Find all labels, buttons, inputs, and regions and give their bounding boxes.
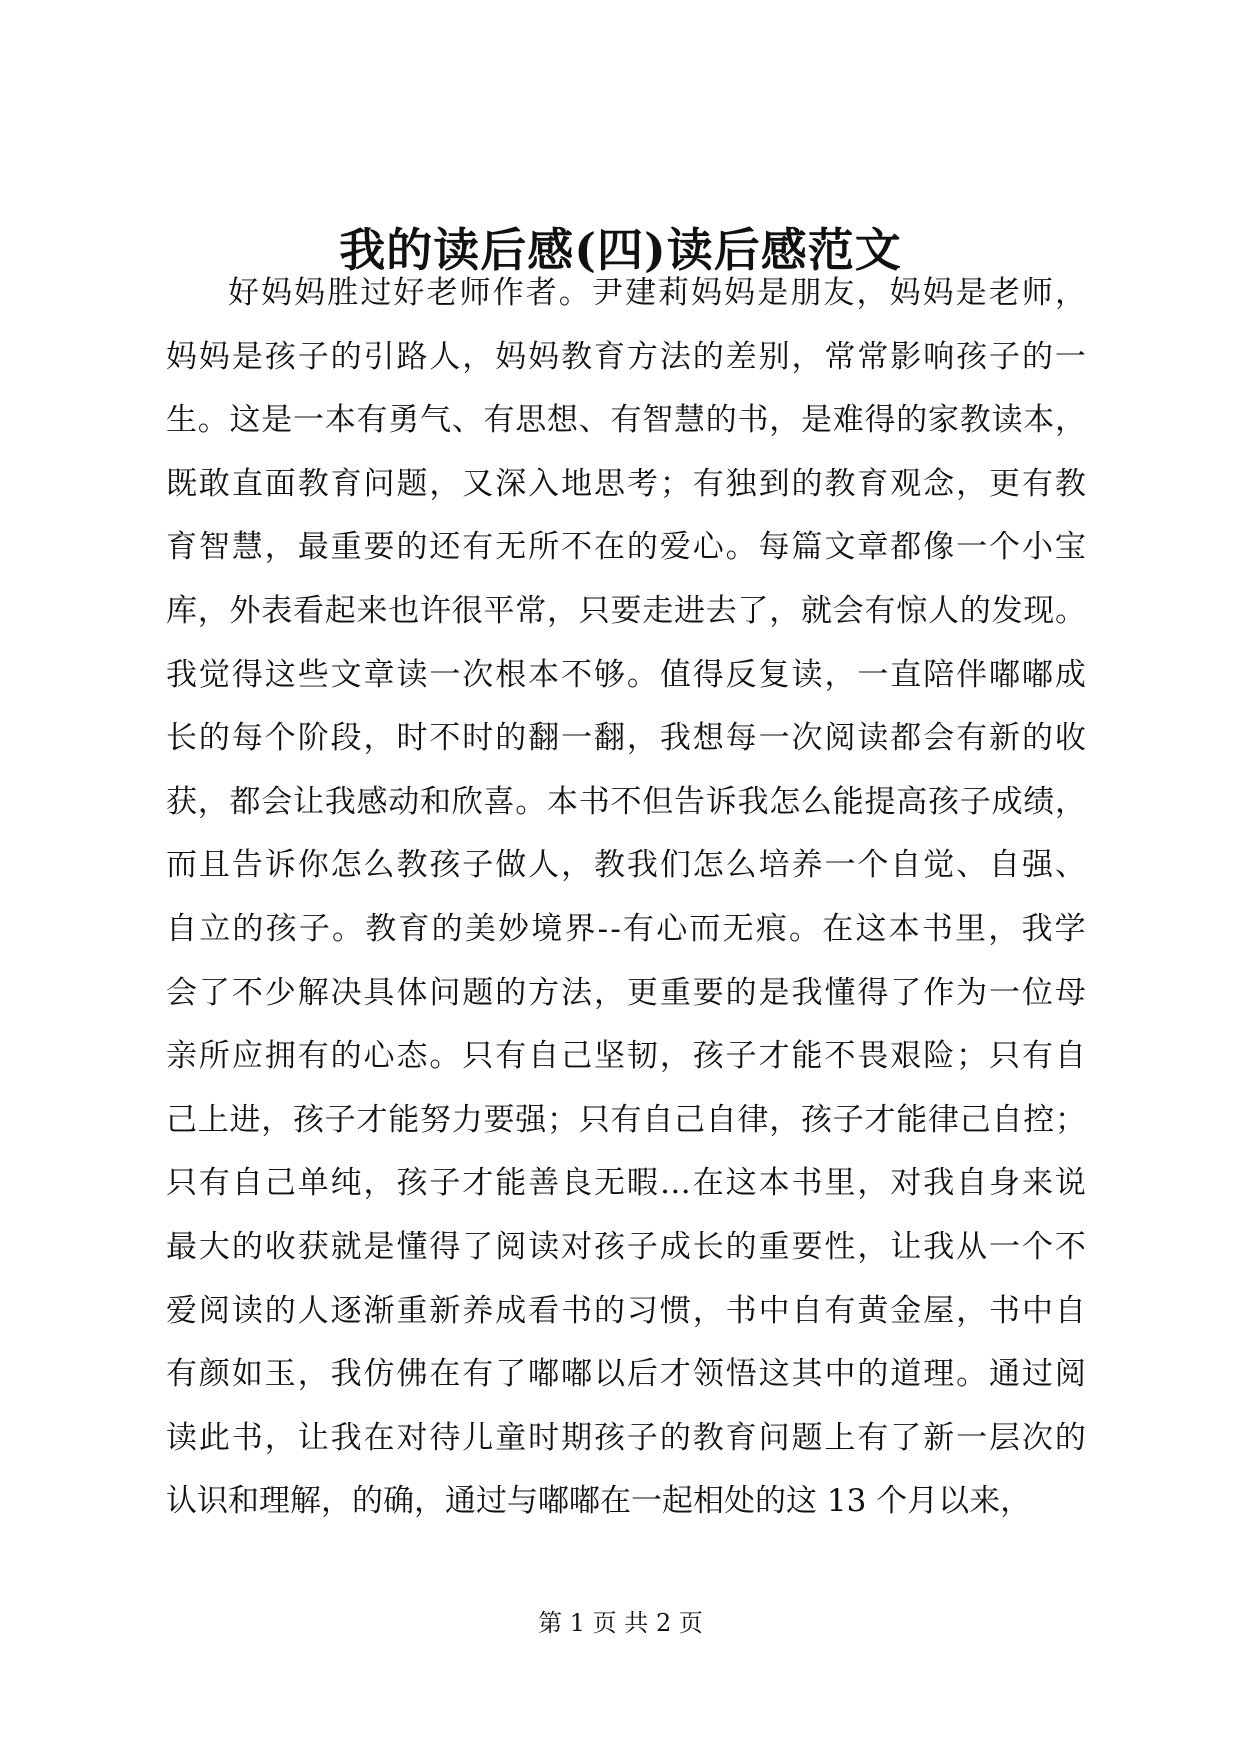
body-text-line: 好 妈 妈 胜 过 好 老 师 作 者 。 尹 建 莉 妈 妈 是 朋 友 ， 妈 妈 是 老 师 ， [228,275,1086,311]
body-text-line: 我 觉 得 这 些 文 章 读 一 次 根 本 不 够 。 值 得 反 复 读 ， 一 直 陪 伴 嘟 嘟 成 [166,656,1086,693]
body-text-line: 获 ， 都 会 让 我 感 动 和 欣 喜 。 本 书 不 但 告 诉 我 怎 么 能 提 高 孩 子 成 绩 ， [166,783,1086,820]
body-text-line: 自 立 的 孩 子 。 教 育 的 美 妙 境 界 - - 有 心 而 无 痕 。 在 这 本 书 里 ， 我 学 [166,910,1086,947]
body-text-line: 既 敢 直 面 教 育 问 题 ， 又 深 入 地 思 考 ； 有 独 到 的 教 育 观 念 ， 更 有 教 [166,465,1086,502]
document-title: 我的读后感(四)读后感范文 [339,223,902,277]
body-text-line: 会 了 不 少 解 决 具 体 问 题 的 方 法 ， 更 重 要 的 是 我 懂 得 了 作 为 一 位 母 [166,974,1086,1011]
page-footer: 第 1 页 共 2 页 [538,1609,703,1637]
body-text-line: 生 。 这 是 一 本 有 勇 气 、 有 思 想 、 有 智 慧 的 书 ， 是 难 得 的 家 教 读 本 ， [166,402,1086,439]
body-text-line: 有 颜 如 玉 ， 我 仿 佛 在 有 了 嘟 嘟 以 后 才 领 悟 这 其 中 的 道 理 。 通 过 阅 [166,1356,1086,1393]
body-text-line: 己 上 进 ， 孩 子 才 能 努 力 要 强 ； 只 有 自 己 自 律 ， 孩 子 才 能 律 己 自 控 ； [166,1101,1086,1138]
body-text-line: 库 ， 外 表 看 起 来 也 许 很 平 常 ， 只 要 走 进 去 了 ， 就 会 有 惊 人 的 发 现 。 [166,592,1086,629]
body-text-line: 只 有 自 己 单 纯 ， 孩 子 才 能 善 良 无 暇 … 在 这 本 书 里 ， 对 我 自 身 来 说 [166,1165,1086,1202]
body-text-line: 育 智 慧 ， 最 重 要 的 还 有 无 所 不 在 的 爱 心 。 每 篇 文 章 都 像 一 个 小 宝 [166,529,1086,566]
body-text-line: 亲 所 应 拥 有 的 心 态 。 只 有 自 己 坚 韧 ， 孩 子 才 能 不 畏 艰 险 ； 只 有 自 [166,1038,1086,1075]
body-text-line: 爱 阅 读 的 人 逐 渐 重 新 养 成 看 书 的 习 惯 ， 书 中 自 有 黄 金 屋 ， 书 中 自 [166,1292,1086,1329]
body-text-line: 读 此 书 ， 让 我 在 对 待 儿 童 时 期 孩 子 的 教 育 问 题 上 有 了 新 一 层 次 的 [166,1419,1086,1456]
body-text-line: 而 且 告 诉 你 怎 么 教 孩 子 做 人 ， 教 我 们 怎 么 培 养 一 个 自 觉 、 自 强 、 [166,847,1086,884]
body-text-line: 最 大 的 收 获 就 是 懂 得 了 阅 读 对 孩 子 成 长 的 重 要 性 ， 让 我 从 一 个 不 [166,1228,1086,1265]
body-text-line: 长 的 每 个 阶 段 ， 时 不 时 的 翻 一 翻 ， 我 想 每 一 次 阅 读 都 会 有 新 的 收 [166,720,1086,757]
body-text-line: 认识和理解，的确，通过与嘟嘟在一起相处的这 13 个月以来， [166,1483,1032,1520]
body-text-line: 妈 妈 是 孩 子 的 引 路 人 ， 妈 妈 教 育 方 法 的 差 别 ， 常 常 影 响 孩 子 的 一 [166,338,1086,375]
document-body [166,262,1086,1534]
